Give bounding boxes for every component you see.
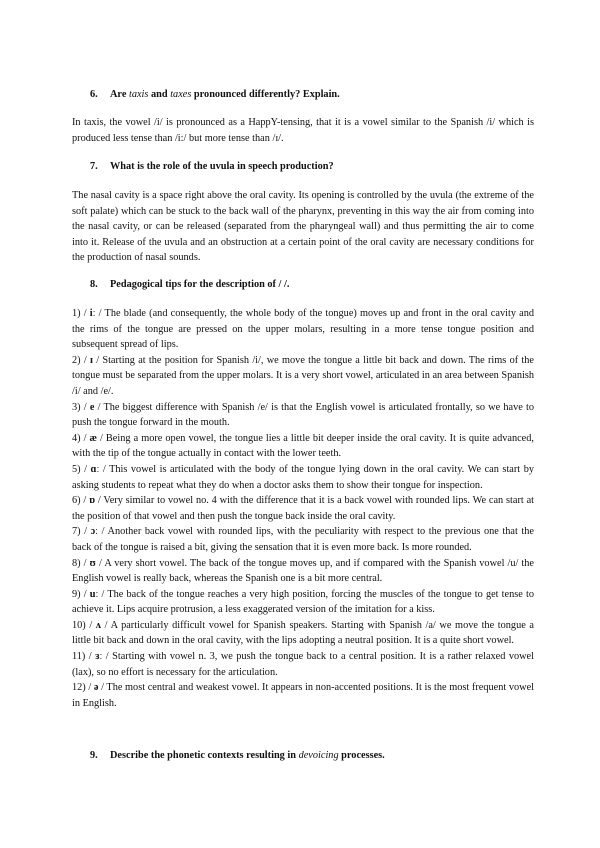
tip-label: 6) /	[72, 495, 87, 507]
vowel-tip	[72, 618, 534, 649]
question-6-heading	[72, 88, 542, 102]
tip-label: 10) /	[72, 619, 93, 631]
vowel-tip	[72, 462, 534, 493]
vowel-tip	[72, 431, 534, 462]
vowel-tip	[72, 400, 534, 431]
answer-7-paragraph: The nasal cavity is a space right above the oral cavity. Its opening is controlled by the uvula (the extreme of the soft palate) which can be stuck to the back wall of the pharynx, preventing in this way the air from coming into the nasal cavity, or can be released (separated from the pharyngeal wall) and thus permitting the air to come into it. Release of the uvula and an obstruction at a certain point of the oral cavity are necessary conditions for the production of nasal sounds.	[72, 190, 534, 264]
tip-close: /	[100, 432, 103, 444]
tip-text: Starting at the position for Spanish /i/, we move the tongue a little bit back and down. The rims of the tongue must be separated from the upper molars. It is a very short vowel, articulated in an area between Spanish /i/ and /e/.	[72, 354, 534, 397]
tip-label: 7) /	[72, 526, 88, 538]
tip-symbol: ɒ	[86, 495, 98, 507]
tip-close: /	[98, 308, 102, 319]
vowel-tip	[72, 649, 534, 680]
vowel-tip	[72, 556, 534, 587]
tip-label: 11) /	[72, 651, 92, 663]
question-number: 6.	[90, 89, 98, 100]
vowel-tip	[72, 353, 534, 400]
tip-symbol: ə	[91, 682, 102, 694]
tip-close: /	[105, 651, 109, 663]
tip-text: A very short vowel. The back of the tongue moves up, and if compared with the Spanish vowel /u/ the English vowel is really back, whereas the Spanish one is a bit more central.	[72, 557, 535, 585]
tip-text: Starting with vowel n. 3, we push the tongue back to a central position. It is a rather relaxed vowel (lax), so no effort is necessary for the articulation.	[72, 651, 534, 678]
question-text: Describe the phonetic contexts resulting in	[110, 750, 299, 761]
tip-close: /	[102, 463, 106, 475]
tip-text: Another back vowel with rounded lips, with the peculiarity with respect to the previous one that the back of the tongue is raised a bit, giving the sensation that it is even more back. Is more rounded.	[72, 526, 534, 553]
question-text: Are	[110, 89, 129, 100]
tip-close: /	[98, 557, 102, 569]
question-9-heading	[72, 749, 542, 763]
tip-label: 5) /	[72, 463, 87, 475]
question-8-heading	[72, 278, 542, 292]
question-text: pronounced differently? Explain.	[191, 89, 340, 100]
tip-label: 9) /	[72, 588, 87, 600]
tip-symbol: æ	[86, 432, 101, 444]
question-text: processes.	[338, 750, 385, 761]
tip-text: Very similar to vowel no. 4 with the difference that it is a back vowel with rounded lips. We can start at the position of that vowel and then push the tongue back inside the oral cavity.	[72, 495, 535, 522]
tip-text: Being a more open vowel, the tongue lies a little bit deeper inside the oral cavity. It is quite advanced, with the tip of the tongue actually in contact with the lower teeth.	[72, 432, 534, 460]
tip-close: /	[97, 495, 101, 507]
question-number: 9.	[90, 750, 98, 761]
tip-label: 1) /	[72, 308, 87, 319]
tip-symbol: ʊ	[86, 557, 99, 569]
tip-close: /	[101, 682, 104, 694]
question-number: 7.	[90, 161, 98, 172]
tip-text: The back of the tongue reaches a very high position, forcing the muscles of the tongue to get tense to achieve it. Lips acquire protrusion, a less exaggerated version of the imitation for a kiss.	[72, 588, 534, 616]
tip-symbol: iː	[86, 308, 99, 319]
tip-text: This vowel is articulated with the body of the tongue lying down in the oral cavity. We can start by asking students to repeat what they do when a doctor asks them to show their tongue for inspection.	[72, 463, 534, 491]
vowel-tip	[72, 524, 534, 555]
tip-symbol: ɔː	[87, 526, 102, 538]
tip-label: 8) /	[72, 557, 87, 569]
question-text: and	[148, 89, 171, 100]
tip-close: /	[101, 588, 105, 600]
question-emphasis: taxes	[170, 89, 192, 100]
tip-close: /	[101, 526, 105, 538]
tip-label: 4) /	[72, 432, 87, 444]
vowel-tip	[72, 493, 534, 524]
tip-symbol: ɜː	[91, 651, 106, 663]
question-emphasis: taxis	[128, 89, 149, 100]
tip-text: The most central and weakest vowel. It appears in non-accented positions. It is the most frequent vowel in English.	[72, 682, 534, 709]
question-number: 8.	[90, 279, 98, 290]
tip-label: 2) /	[72, 354, 87, 366]
tip-symbol: ɪ	[86, 354, 97, 366]
tip-close: /	[104, 619, 108, 631]
answer-6-paragraph: In taxis, the vowel /i/ is pronounced as a HappY-tensing, that it is a vowel similar to the Spanish /i/ which is produced less tense than /i:/ but more tense than /ɪ/.	[72, 117, 534, 144]
tip-close: /	[97, 401, 101, 413]
tip-symbol: e	[86, 401, 98, 413]
question-emphasis: devoicing	[298, 750, 339, 761]
tip-text: The blade (and consequently, the whole body of the tongue) moves up and front in the oral cavity and the rims of the tongue are pressed on the upper molars, resulting in a more tense tongue position and subsequent spread of lips.	[72, 308, 534, 351]
tip-text: A particularly difficult vowel for Spanish speakers. Starting with Spanish /a/ we move the tongue a little bit back and down in the oral cavity, with the lips adopting a neutral position. It is a quite short vowel.	[72, 619, 534, 647]
tip-label: 12) /	[72, 682, 92, 694]
tip-text: The biggest difference with Spanish /e/ is that the English vowel is articulated frontally, so we have to push the tongue forward in the mouth.	[72, 401, 534, 429]
tip-label: 3) /	[72, 401, 87, 413]
tip-symbol: ɑː	[86, 463, 103, 475]
vowel-tips-list	[72, 306, 534, 711]
tip-close: /	[96, 354, 100, 366]
vowel-tip	[72, 587, 534, 618]
tip-symbol: ʌ	[92, 619, 105, 631]
vowel-tip	[72, 680, 534, 711]
question-text: What is the role of the uvula in speech production?	[110, 161, 334, 172]
question-text: Pedagogical tips for the description of / /.	[110, 279, 290, 290]
vowel-tip	[72, 306, 534, 353]
question-7-heading	[72, 160, 542, 174]
tip-symbol: uː	[86, 588, 102, 600]
